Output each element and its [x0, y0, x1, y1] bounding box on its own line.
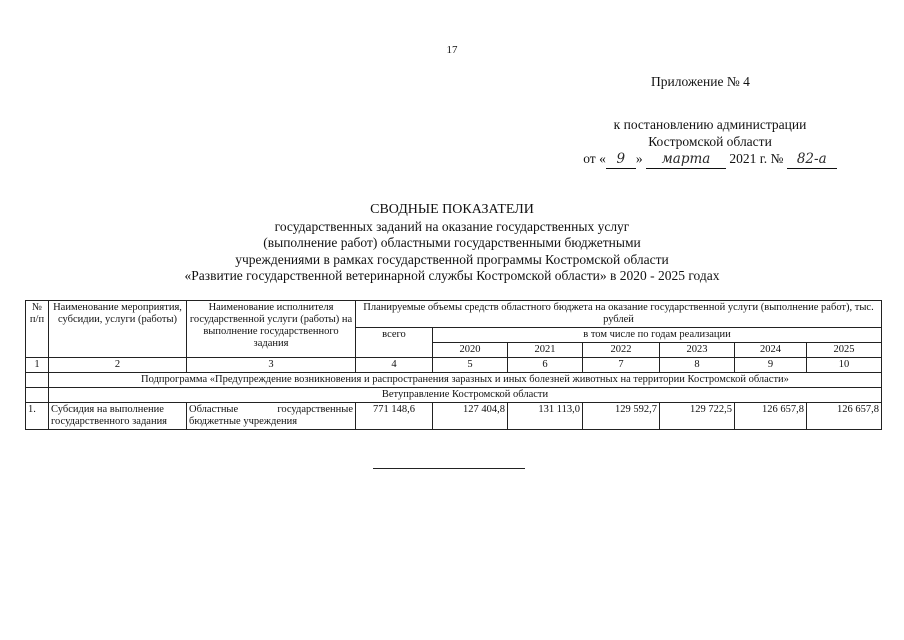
header-year: 2020	[433, 343, 508, 358]
page-number: 17	[446, 44, 458, 56]
heading-line-5: «Развитие государственной ветеринарной службы Костромской области» в 2020 - 2025 годах	[184, 268, 720, 283]
document-heading	[0, 202, 904, 285]
row-value-2021: 131 113,0	[508, 403, 583, 430]
decree-line-2: Костромской области	[648, 134, 772, 149]
header-num: № п/п	[26, 301, 49, 358]
row-value-2025: 126 657,8	[807, 403, 882, 430]
header-year: 2024	[735, 343, 807, 358]
handwritten-month: марта	[646, 151, 726, 169]
subprogram-empty-cell	[26, 373, 49, 388]
row-total: 771 148,6	[356, 403, 433, 430]
header-year: 2022	[583, 343, 660, 358]
heading-line-4: учреждениями в рамках государственной программы Костромской области	[235, 251, 669, 267]
column-number: 9	[735, 358, 807, 373]
decree-reference	[580, 116, 840, 169]
date-mid: »	[635, 151, 643, 166]
subprogram-row	[26, 373, 882, 388]
column-number: 2	[49, 358, 187, 373]
column-numbers-row	[26, 358, 882, 373]
row-value-2020: 127 404,8	[433, 403, 508, 430]
row-executor-line-1: Областные государственные	[189, 404, 353, 415]
header-year: 2025	[807, 343, 882, 358]
row-num: 1.	[26, 403, 49, 430]
end-divider	[373, 468, 525, 469]
column-number: 7	[583, 358, 660, 373]
decree-line-1: к постановлению администрации	[613, 117, 807, 132]
column-number: 8	[660, 358, 735, 373]
header-year: 2023	[660, 343, 735, 358]
department-empty-cell	[26, 388, 49, 403]
year-text: 2021 г. №	[729, 151, 784, 166]
header-total: всего	[356, 328, 433, 358]
handwritten-number: 82-а	[787, 151, 837, 169]
header-year: 2021	[508, 343, 583, 358]
row-name: Субсидия на выполнение государственного задания	[49, 403, 187, 430]
column-number: 1	[26, 358, 49, 373]
department-title: Ветуправление Костромской области	[49, 388, 882, 403]
date-prefix: от «	[583, 151, 606, 166]
header-name: Наименование мероприятия, субсидии, услуги (работы)	[49, 301, 187, 358]
subprogram-title: Подпрограмма «Предупреждение возникновения и распространения заразных и иных болезней животных на территории Костромской области»	[49, 373, 882, 388]
heading-line-3: (выполнение работ) областными государственными бюджетными	[263, 235, 641, 250]
header-by-years: в том числе по годам реализации	[433, 328, 882, 343]
column-number: 5	[433, 358, 508, 373]
heading-line-2: государственных заданий на оказание государственных услуг	[274, 218, 630, 234]
indicators-table	[25, 300, 882, 430]
column-number: 3	[187, 358, 356, 373]
row-value-2022: 129 592,7	[583, 403, 660, 430]
header-planned: Планируемые объемы средств областного бюджета на оказание государственной услуги (выполнение работ), тыс. рублей	[356, 301, 882, 328]
row-value-2023: 129 722,5	[660, 403, 735, 430]
column-number: 4	[356, 358, 433, 373]
decree-date-line	[580, 150, 840, 169]
department-row	[26, 388, 882, 403]
row-value-2024: 126 657,8	[735, 403, 807, 430]
handwritten-day: 9	[606, 151, 636, 169]
header-row-1	[26, 301, 882, 328]
header-executor: Наименование исполнителя государственной услуги (работы) на выполнение государственного задания	[187, 301, 356, 358]
row-executor	[187, 403, 356, 430]
column-number: 6	[508, 358, 583, 373]
heading-title: СВОДНЫЕ ПОКАЗАТЕЛИ	[370, 202, 534, 217]
column-number: 10	[807, 358, 882, 373]
row-executor-line-2: бюджетные учреждения	[189, 416, 298, 427]
table-row	[26, 403, 882, 430]
appendix-title: Приложение № 4	[651, 74, 750, 89]
